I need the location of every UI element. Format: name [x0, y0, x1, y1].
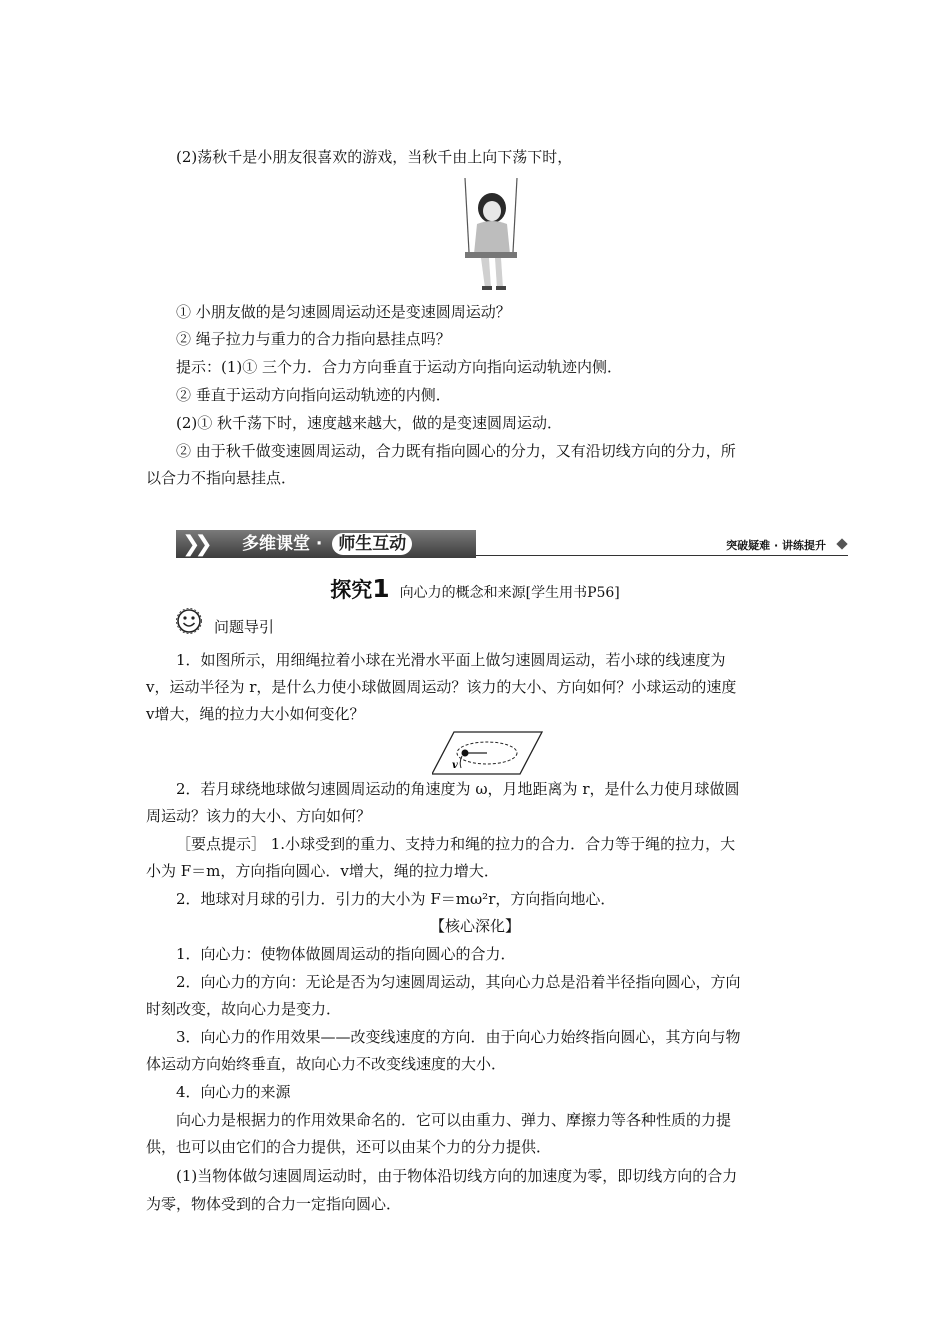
key-tip-line-2: 小为 F＝m，方向指向圆心．v增大，绳的拉力增大． — [146, 862, 499, 880]
guide-q1-line-3: v增大，绳的拉力大小如何变化？ — [146, 705, 365, 723]
explore-number: 1 — [372, 574, 390, 603]
core-paragraph-6a: (1)当物体做匀速圆周运动时，由于物体沿切线方向的加速度为零，即切线方向的合力 — [176, 1167, 738, 1185]
guide-q2-line-2: 周运动？该力的大小、方向如何？ — [146, 807, 372, 825]
diamond-icon — [836, 538, 847, 549]
core-paragraph-6b: 为零，物体受到的合力一定指向圆心． — [146, 1195, 402, 1213]
hint-line-1: 提示：(1)① 三个力．合力方向垂直于运动方向指向运动轨迹内侧． — [176, 358, 623, 376]
core-point-1: 1．向心力：使物体做圆周运动的指向圆心的合力． — [176, 945, 516, 963]
explore-title: 向心力的概念和来源[学生用书P56] — [399, 585, 620, 601]
question-2-intro: (2)荡秋千是小朋友很喜欢的游戏，当秋千由上向下荡下时， — [176, 148, 573, 166]
banner-left-text: 多维课堂 — [242, 534, 310, 554]
core-point-2b: 时刻改变，故向心力是变力． — [146, 1000, 342, 1018]
core-point-3a: 3．向心力的作用效果——改变线速度的方向．由于向心力始终指向圆心，其方向与物 — [176, 1028, 741, 1046]
ball-on-plane-figure — [432, 730, 544, 776]
guide-q1-line-1: 1．如图所示，用细绳拉着小球在光滑水平面上做匀速圆周运动，若小球的线速度为 — [176, 651, 726, 669]
hint-line-2: ② 垂直于运动方向指向运动轨迹的内侧． — [176, 386, 451, 404]
core-point-4: 4．向心力的来源 — [176, 1083, 291, 1101]
banner-dot: · — [315, 534, 323, 554]
question-2-part-1: ① 小朋友做的是匀速圆周运动还是变速圆周运动？ — [176, 303, 511, 321]
explore-label: 探究 — [330, 578, 373, 602]
smiley-icon — [176, 608, 202, 634]
guide-label: 问题导引 — [214, 618, 275, 636]
core-point-3b: 体运动方向始终垂直，故向心力不改变线速度的大小． — [146, 1055, 507, 1073]
hint-line-3: (2)① 秋千荡下时，速度越来越大，做的是变速圆周运动． — [176, 414, 563, 432]
velocity-label: v — [452, 760, 458, 771]
question-2-part-2: ② 绳子拉力与重力的合力指向悬挂点吗？ — [176, 330, 451, 348]
core-heading: 【核心深化】 — [429, 917, 520, 935]
banner-rule — [476, 555, 848, 556]
key-tip-line-1: ［要点提示］ 1.小球受到的重力、支持力和绳的拉力的合力．合力等于绳的拉力，大 — [176, 835, 736, 853]
swing-girl-illustration — [455, 176, 525, 292]
key-tip-line-3: 2．地球对月球的引力．引力的大小为 F＝mω²r，方向指向地心． — [176, 890, 616, 908]
core-paragraph-5a: 向心力是根据力的作用效果命名的．它可以由重力、弹力、摩擦力等各种性质的力提 — [176, 1111, 732, 1129]
banner-pill-text: 师生互动 — [332, 533, 412, 555]
hint-line-4a: ② 由于秋千做变速圆周运动，合力既有指向圆心的分力，又有沿切线方向的分力，所 — [176, 442, 736, 460]
guide-q1-line-2: v，运动半径为 r，是什么力使小球做圆周运动？该力的大小、方向如何？小球运动的速度 — [146, 678, 737, 696]
banner-right-text: 突破疑难 · 讲练提升 — [726, 539, 826, 552]
explore-heading — [0, 574, 950, 604]
core-paragraph-5b: 供，也可以由它们的合力提供，还可以由某个力的分力提供． — [146, 1138, 552, 1156]
guide-q2-line-1: 2．若月球绕地球做匀速圆周运动的角速度为 ω，月地距离为 r，是什么力使月球做圆 — [176, 780, 740, 798]
chevron-right-icon: ❯❯ — [182, 532, 207, 557]
section-banner — [176, 530, 848, 560]
core-point-2a: 2．向心力的方向：无论是否为匀速圆周运动，其向心力总是沿着半径指向圆心，方向 — [176, 973, 741, 991]
banner-title — [242, 533, 412, 555]
hint-line-4b: 以合力不指向悬挂点． — [146, 469, 297, 487]
